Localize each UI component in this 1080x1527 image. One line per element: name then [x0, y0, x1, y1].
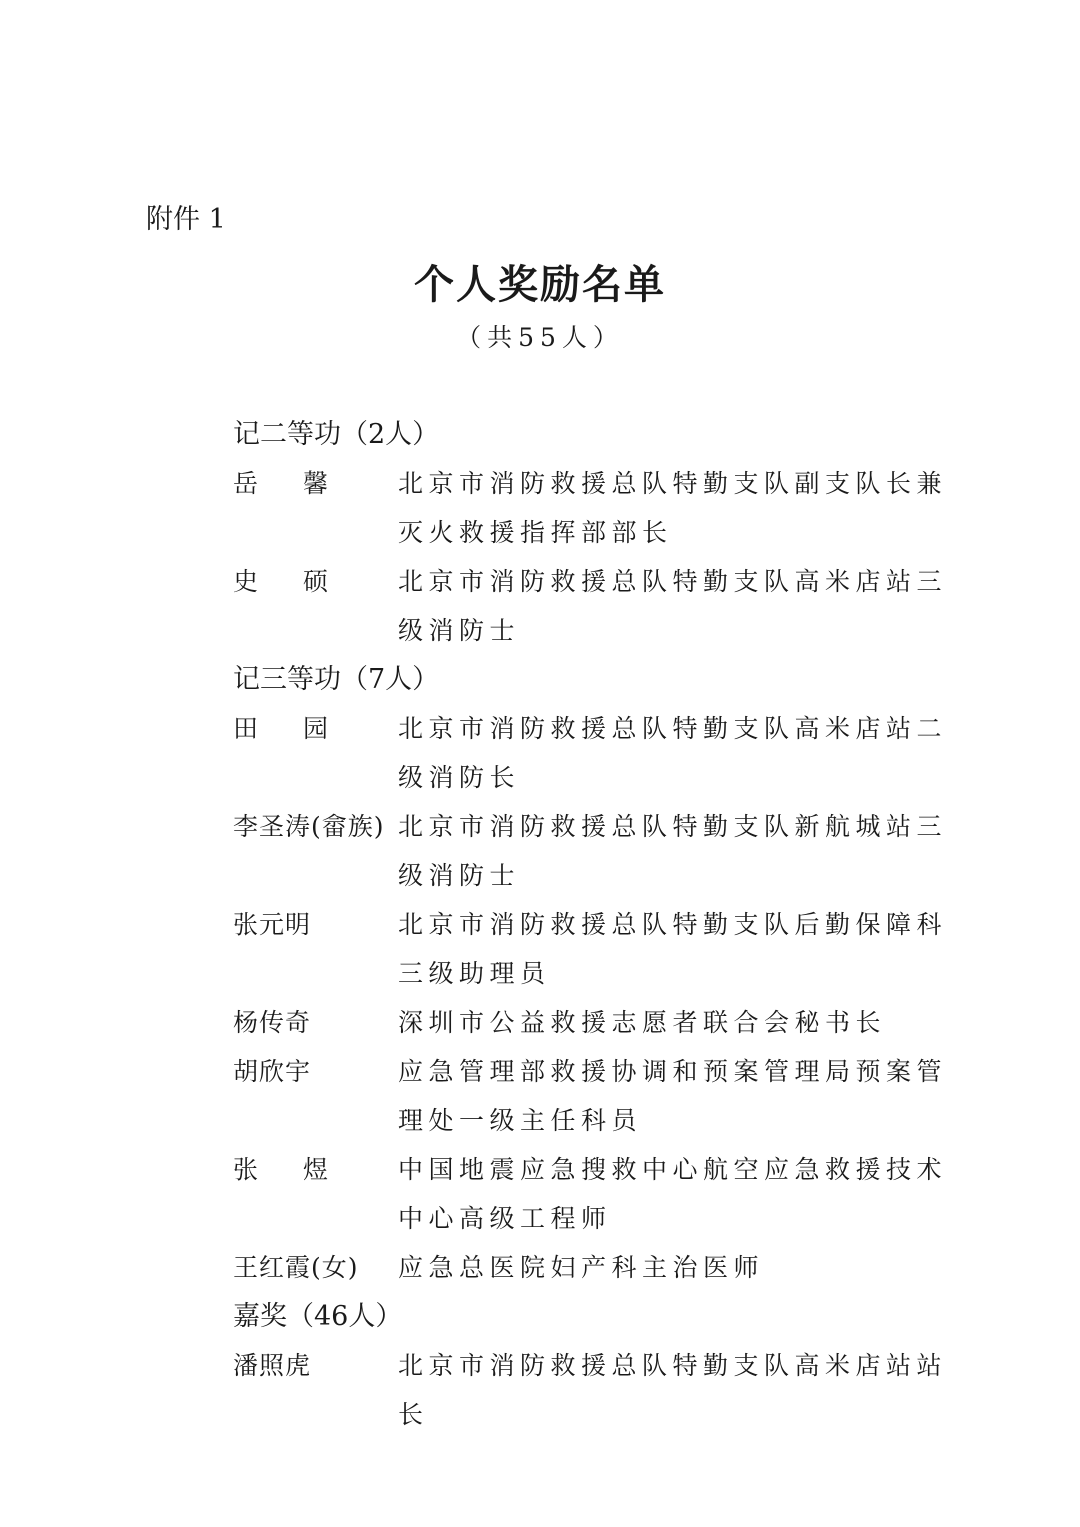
award-entry [233, 459, 963, 557]
awardee-position: 中国地震应急搜救中心航空应急救援技术中心高级工程师 [398, 1155, 948, 1233]
attachment-label [146, 200, 226, 240]
award-entry [233, 900, 963, 998]
award-entry [233, 998, 963, 1047]
awardee-position: 北京市消防救援总队特勤支队副支队长兼灭火救援指挥部部长 [398, 469, 948, 547]
award-entry [233, 1145, 963, 1243]
attachment-text: 附件 [146, 204, 200, 235]
page-subtitle: （共55人） [456, 323, 624, 352]
awardee-position: 应急管理部救援协调和预案管理局预案管理处一级主任科员 [398, 1057, 948, 1135]
awardee-name: 胡欣宇 [233, 1057, 312, 1086]
awardee-position: 北京市消防救援总队特勤支队新航城站三级消防士 [398, 812, 948, 890]
awardee-name: 张元明 [233, 910, 312, 939]
awardee-name: 李圣涛(畲族) [233, 812, 385, 841]
section-count: （7人） [341, 664, 440, 695]
award-section-third-class [233, 655, 963, 1292]
award-list [233, 410, 963, 1439]
awardee-name: 杨传奇 [233, 1008, 312, 1037]
awardee-name: 史硕 [233, 567, 374, 596]
awardee-position: 北京市消防救援总队特勤支队高米店站二级消防长 [398, 714, 948, 792]
section-name: 记三等功 [233, 664, 341, 695]
section-name: 记二等功 [233, 419, 341, 450]
award-entry [233, 557, 963, 655]
section-heading [233, 655, 963, 704]
award-entry [233, 1243, 963, 1292]
awardee-name: 张煜 [233, 1155, 374, 1184]
section-count: （2人） [341, 419, 440, 450]
section-count: （46人） [287, 1301, 403, 1332]
awardee-name: 田园 [233, 714, 374, 743]
awardee-position: 北京市消防救援总队特勤支队高米店站站长 [398, 1351, 948, 1429]
award-section-second-class [233, 410, 963, 655]
awardee-name: 王红霞(女) [233, 1253, 359, 1282]
section-heading [233, 1292, 963, 1341]
award-entry [233, 1341, 963, 1439]
award-entry [233, 704, 963, 802]
awardee-position: 应急总医院妇产科主治医师 [398, 1253, 765, 1282]
page-title: 个人奖励名单 [414, 262, 666, 308]
award-entry [233, 1047, 963, 1145]
award-section-commendation [233, 1292, 963, 1439]
attachment-number: 1 [208, 204, 226, 235]
section-name: 嘉奖 [233, 1301, 287, 1332]
awardee-name: 潘照虎 [233, 1351, 312, 1380]
section-heading [233, 410, 963, 459]
awardee-name: 岳馨 [233, 469, 374, 498]
awardee-position: 北京市消防救援总队特勤支队高米店站三级消防士 [398, 567, 948, 645]
awardee-position: 北京市消防救援总队特勤支队后勤保障科三级助理员 [398, 910, 948, 988]
awardee-position: 深圳市公益救援志愿者联合会秘书长 [398, 1008, 887, 1037]
award-entry [233, 802, 963, 900]
